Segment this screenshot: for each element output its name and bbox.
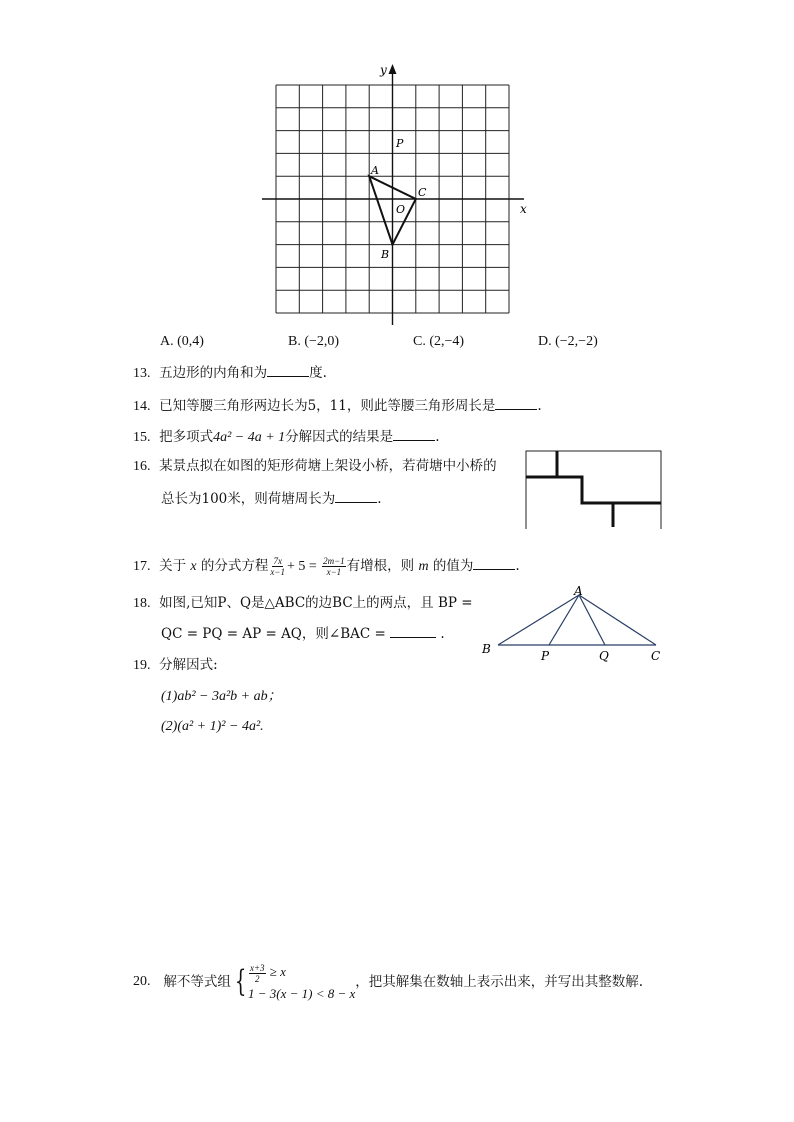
question-20: 20. 解不等式组 { $\frac{x+3}{2}$ ≥ x 1 − 3(x − 1) < 8 − x ，把其解集在数轴上表示出来，并写出其整数解.	[133, 962, 644, 1001]
triangle-c-label: C	[651, 649, 661, 663]
y-axis-arrow	[389, 64, 397, 74]
inequality-system: { $\frac{x+3}{2}$ ≥ x 1 − 3(x − 1) < 8 − x	[234, 962, 356, 1001]
point-c-label: C	[418, 186, 427, 199]
pond-bridge-figure	[524, 447, 664, 529]
triangle-figure	[478, 583, 668, 665]
option-d: D. (−2,−2)	[538, 334, 598, 349]
question-18-line2: QC = PQ = AP = AQ，则∠BAC = .	[161, 623, 445, 644]
triangle-q-label: Q	[599, 649, 609, 663]
y-axis-label: y	[380, 63, 387, 77]
bridge-path	[526, 451, 661, 527]
question-19-part1: (1)ab² − 3a²b + ab；	[161, 689, 282, 704]
point-p-label: P	[396, 137, 404, 150]
question-15: 15. 把多项式4a² − 4a + 1分解因式的结果是 .	[133, 426, 439, 448]
option-a: A. (0,4)	[160, 334, 204, 349]
origin-o-label: O	[396, 203, 406, 216]
question-19-part2: (2)(a² + 1)² − 4a².	[161, 719, 264, 734]
question-14: 14. 已知等腰三角形两边长为5，11，则此等腰三角形周长是 .	[133, 395, 542, 417]
fraction-2m-1: $\frac{2m-1}{x-1}$	[323, 556, 345, 577]
question-16: 16. 某景点拟在如图的矩形荷塘上架设小桥，若荷塘中小桥的	[133, 458, 497, 474]
point-a-label: A	[371, 164, 379, 177]
triangle-a-label: A	[574, 584, 583, 598]
inequality-row-1: $\frac{x+3}{2}$ ≥ x	[249, 962, 286, 984]
fraction-7x: $\frac{7x}{x-1}$	[270, 556, 285, 577]
answer-blank	[393, 426, 435, 441]
x-axis-label: x	[520, 202, 527, 216]
question-17: 17. 关于 x 的分式方程 $\frac{7x}{x-1}$ + 5 = $\frac{2m-1}{x-1}$ 有增根，则 m 的值为 .	[133, 556, 520, 577]
inequality-row-2: 1 − 3(x − 1) < 8 − x	[247, 985, 356, 1001]
coordinate-grid-figure	[258, 60, 538, 330]
question-18: 18. 如图,已知P、Q是△ABC的边BC上的两点，且 BP =	[133, 595, 473, 611]
answer-blank	[335, 488, 377, 503]
option-b: B. (−2,0)	[288, 334, 340, 349]
triangle-p-label: P	[541, 649, 550, 663]
answer-blank	[390, 623, 436, 638]
question-19: 19. 分解因式:	[133, 657, 218, 673]
question-13: 13. 五边形的内角和为 度.	[133, 362, 327, 384]
answer-blank	[495, 395, 537, 410]
answer-blank	[267, 362, 309, 377]
option-c: C. (2,−4)	[413, 334, 465, 349]
question-16-line2: 总长为100米，则荷塘周长为 .	[161, 488, 382, 509]
point-b-label: B	[381, 248, 390, 261]
answer-blank	[473, 555, 515, 570]
triangle-b-label: B	[482, 642, 491, 656]
axes	[262, 68, 524, 325]
